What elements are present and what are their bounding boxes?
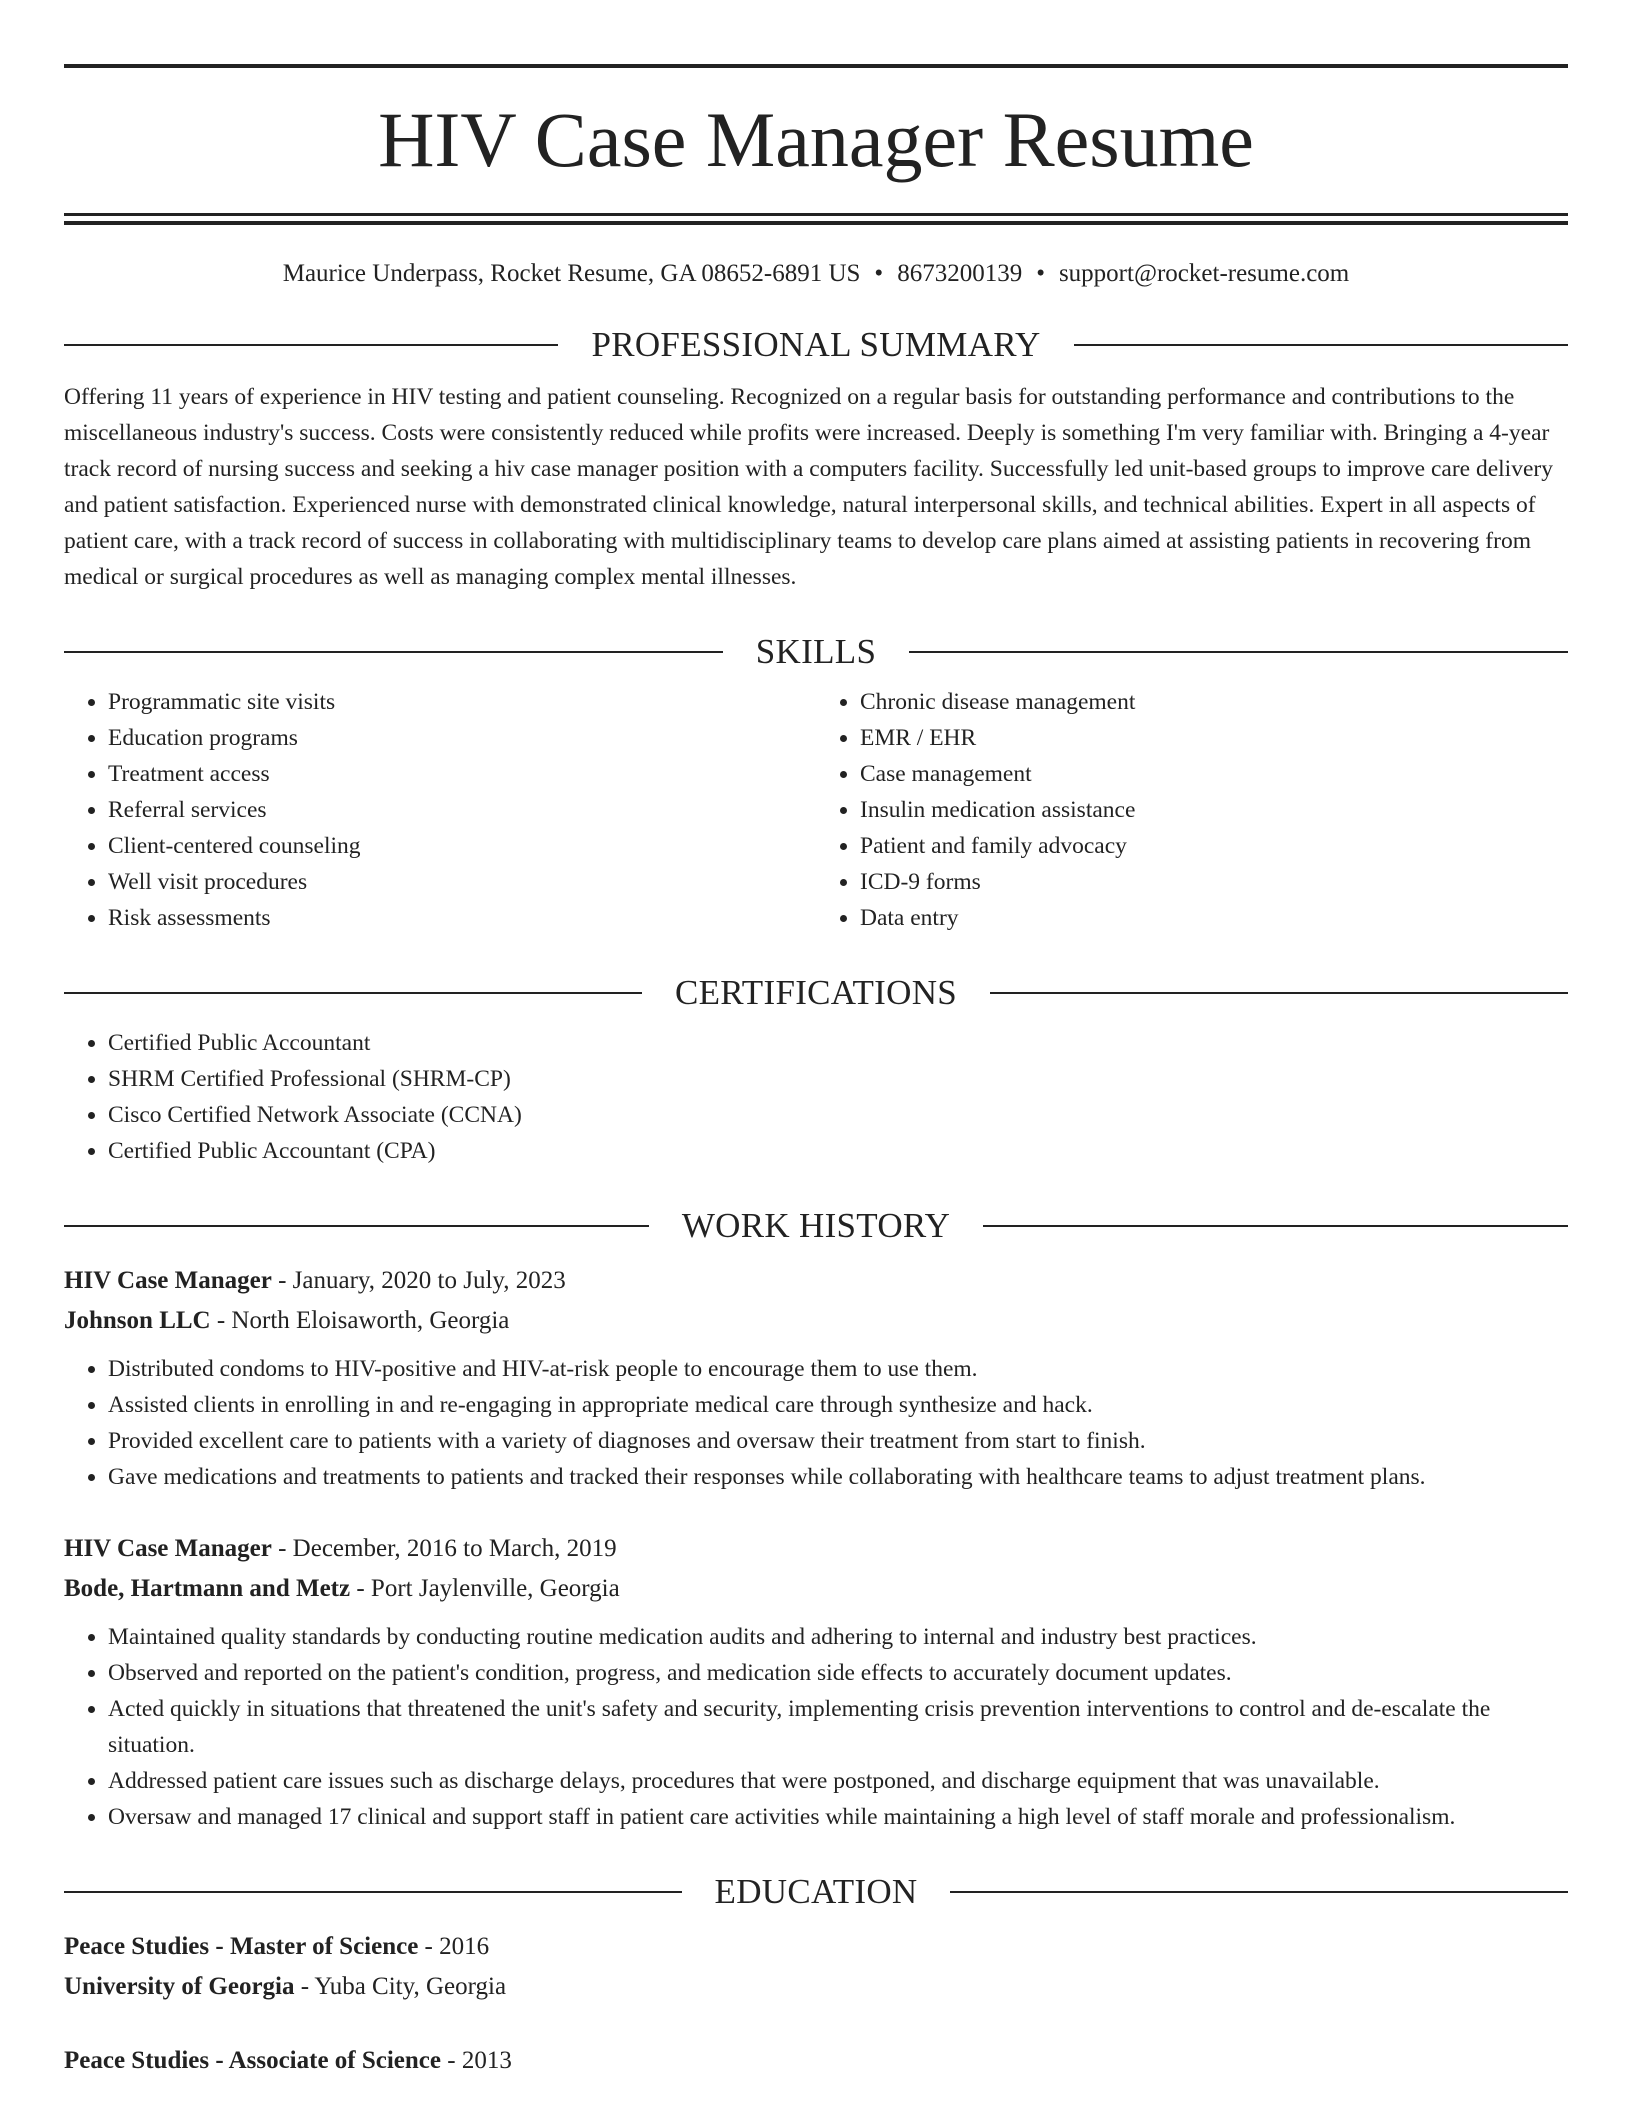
certifications-list bbox=[64, 1025, 1568, 1169]
section-rule bbox=[909, 651, 1568, 653]
education-entry bbox=[64, 2041, 1568, 2081]
education-section-header bbox=[64, 1870, 1568, 1914]
section-rule bbox=[64, 1891, 682, 1893]
skill-item: • Risk assessments bbox=[108, 900, 816, 936]
skill-item: • ICD-9 forms bbox=[860, 864, 1568, 900]
section-rule bbox=[990, 992, 1568, 994]
education-year: - 2013 bbox=[441, 2047, 512, 2074]
job-bullets bbox=[64, 1351, 1568, 1495]
skills-heading: SKILLS bbox=[755, 632, 877, 671]
certification-item: • Cisco Certified Network Associate (CCNA) bbox=[108, 1097, 1568, 1133]
contact-email: support@rocket-resume.com bbox=[1058, 260, 1350, 287]
education-heading: EDUCATION bbox=[714, 1872, 918, 1911]
skill-item: • Case management bbox=[860, 756, 1568, 792]
job-location: - North Eloisaworth, Georgia bbox=[210, 1307, 510, 1334]
job-title: HIV Case Manager bbox=[64, 1535, 272, 1562]
skills-list-left bbox=[64, 684, 816, 936]
job-bullets bbox=[64, 1619, 1568, 1835]
resume-title: HIV Case Manager Resume bbox=[378, 96, 1254, 183]
certification-item: • Certified Public Accountant (CPA) bbox=[108, 1133, 1568, 1169]
skill-item: • Well visit procedures bbox=[108, 864, 816, 900]
job-dates: - December, 2016 to March, 2019 bbox=[271, 1535, 617, 1562]
job-location: - Port Jaylenville, Georgia bbox=[350, 1575, 620, 1602]
job-bullet: • Gave medications and treatments to patients and tracked their responses while collaborating with healthcare teams to adjust treatment plans. bbox=[108, 1459, 1568, 1495]
skill-item: • Education programs bbox=[108, 720, 816, 756]
title-double-rule bbox=[64, 213, 1568, 225]
job-bullet: • Addressed patient care issues such as discharge delays, procedures that were postponed, and discharge equipment that was unavailable. bbox=[108, 1763, 1568, 1799]
job-bullet: • Acted quickly in situations that threatened the unit's safety and security, implementing crisis prevention interventions to control and de-escalate the situation. bbox=[108, 1691, 1568, 1763]
work-section-header bbox=[64, 1204, 1568, 1248]
work-heading: WORK HISTORY bbox=[681, 1206, 951, 1245]
job-company-line bbox=[64, 1569, 1568, 1609]
resume-page bbox=[64, 64, 1568, 2081]
skills-section-header bbox=[64, 630, 1568, 674]
job-bullet: • Distributed condoms to HIV-positive and HIV-at-risk people to encourage them to use them. bbox=[108, 1351, 1568, 1387]
certification-item: • SHRM Certified Professional (SHRM-CP) bbox=[108, 1061, 1568, 1097]
section-rule bbox=[64, 344, 558, 346]
job-title: HIV Case Manager bbox=[64, 1267, 272, 1294]
job-title-line bbox=[64, 1261, 1568, 1301]
education-school-line bbox=[64, 1967, 1568, 2007]
skill-item: • Client-centered counseling bbox=[108, 828, 816, 864]
job-bullet: • Maintained quality standards by conducting routine medication audits and adhering to internal and industry best practices. bbox=[108, 1619, 1568, 1655]
summary-text: Offering 11 years of experience in HIV testing and patient counseling. Recognized on a regular basis for outstanding performance and contributions to the miscellaneous industry's success. Costs were consistently reduced while profits were increased. Deeply is something I'm very familiar with. Bringing a 4-year track record of nursing success and seeking a hiv case manager position with a computers facility. Successfully led unit-based groups to improve care delivery and patient satisfaction. Experienced nurse with demonstrated clinical knowledge, natural interpersonal skills, and technical abilities. Expert in all aspects of patient care, with a track record of success in collaborating with multidisciplinary teams to develop care plans aimed at assisting patients in recovering from medical or surgical procedures as well as managing complex mental illnesses. bbox=[64, 384, 1553, 590]
job-bullet: • Oversaw and managed 17 clinical and support staff in patient care activities while maintaining a high level of staff morale and professionalism. bbox=[108, 1799, 1568, 1835]
contact-line bbox=[64, 260, 1568, 288]
contact-address: Maurice Underpass, Rocket Resume, GA 08652-6891 US bbox=[282, 260, 861, 287]
section-rule bbox=[64, 992, 642, 994]
job-title-line bbox=[64, 1529, 1568, 1569]
skills-columns bbox=[64, 684, 1568, 936]
education-location: - Yuba City, Georgia bbox=[294, 1973, 507, 2000]
certifications-heading: CERTIFICATIONS bbox=[674, 973, 958, 1012]
skill-item: • Referral services bbox=[108, 792, 816, 828]
skills-list-right bbox=[816, 684, 1568, 936]
job-entry bbox=[64, 1261, 1568, 1495]
section-rule bbox=[64, 651, 723, 653]
contact-separator: • bbox=[874, 260, 884, 287]
education-degree: Peace Studies - Master of Science bbox=[64, 1933, 419, 1960]
skill-item: • Patient and family advocacy bbox=[860, 828, 1568, 864]
job-company-line bbox=[64, 1301, 1568, 1341]
contact-separator: • bbox=[1036, 260, 1045, 287]
job-entry bbox=[64, 1529, 1568, 1835]
section-rule bbox=[983, 1225, 1568, 1227]
education-degree: Peace Studies - Associate of Science bbox=[64, 2047, 442, 2074]
education-degree-line bbox=[64, 2041, 1568, 2081]
skill-item: • EMR / EHR bbox=[860, 720, 1568, 756]
skill-item: • Insulin medication assistance bbox=[860, 792, 1568, 828]
skill-item: • Treatment access bbox=[108, 756, 816, 792]
certification-item: • Certified Public Accountant bbox=[108, 1025, 1568, 1061]
education-degree-line bbox=[64, 1927, 1568, 1967]
education-school: University of Georgia bbox=[64, 1973, 295, 2000]
job-bullet: • Provided excellent care to patients with a variety of diagnoses and oversaw their treatment from start to finish. bbox=[108, 1423, 1568, 1459]
section-rule bbox=[950, 1891, 1568, 1893]
job-bullet: • Assisted clients in enrolling in and re-engaging in appropriate medical care through synthesize and hack. bbox=[108, 1387, 1568, 1423]
contact-phone: 8673200139 bbox=[897, 260, 1023, 287]
certifications-section-header bbox=[64, 971, 1568, 1015]
skill-item: • Chronic disease management bbox=[860, 684, 1568, 720]
job-bullet: • Observed and reported on the patient's condition, progress, and medication side effects to accurately document updates. bbox=[108, 1655, 1568, 1691]
skill-item: • Data entry bbox=[860, 900, 1568, 936]
education-year: - 2016 bbox=[418, 1933, 490, 1960]
top-rule bbox=[64, 64, 1568, 68]
section-rule bbox=[64, 1225, 649, 1227]
job-company: Johnson LLC bbox=[64, 1307, 211, 1334]
job-dates: - January, 2020 to July, 2023 bbox=[271, 1267, 566, 1294]
job-company: Bode, Hartmann and Metz bbox=[64, 1575, 351, 1602]
education-entry bbox=[64, 1927, 1568, 2007]
summary-section-header bbox=[64, 323, 1568, 367]
section-rule bbox=[1074, 344, 1568, 346]
summary-heading: PROFESSIONAL SUMMARY bbox=[591, 325, 1041, 364]
skill-item: • Programmatic site visits bbox=[108, 684, 816, 720]
